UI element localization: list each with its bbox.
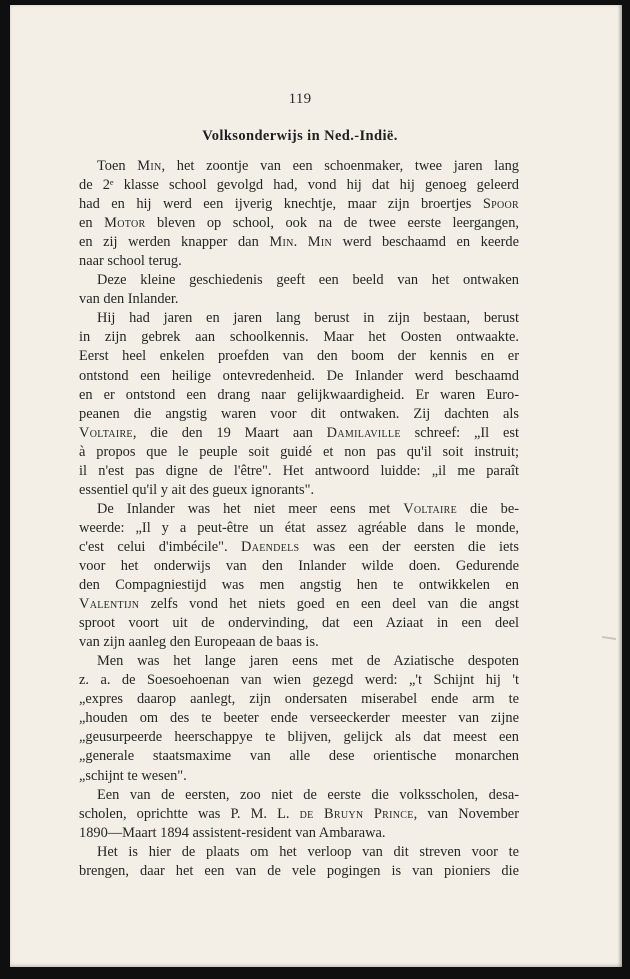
text-run: essentiel qu'il y ait des gueux ignorants". [79,481,315,498]
text-run: die be- [457,500,520,517]
text-run: de 2ᵉ klasse school gevolgd had, vond hij dat hij genoeg geleerd [79,177,519,194]
text-run: had en hij werd een ijverig knechtje, maar zijn broertjes [79,196,483,213]
text-line [79,595,519,614]
text-line [79,843,519,862]
text-line [79,195,519,214]
text-line [79,862,519,881]
name-smallcaps: Min [137,158,162,174]
text-line [79,233,519,252]
name-smallcaps: Min [307,234,333,251]
text-line [79,709,519,728]
text-run: . [293,234,308,251]
text-line [79,347,519,366]
text-line [79,367,519,386]
text-line [79,652,519,671]
text-run: in zijn gebrek aan schoolkennis. Maar het Oosten ontwaakte. [79,329,519,346]
text-line [79,519,519,538]
text-run: van den Inlander. [79,291,179,308]
text-run: „expres daarop aanlegt, zijn ondersaten miserabel ende arm te [79,691,519,708]
text-line [79,576,519,595]
text-line [79,671,519,690]
name-smallcaps: Motor [104,215,146,232]
text-line [79,443,519,462]
text-run: „schijnt te wesen". [79,767,187,784]
name-smallcaps: Spoor [482,196,519,213]
text-run: c'est celui d'imbécile". [79,538,242,555]
text-run: , die den 19 Maart aan [132,424,327,441]
text-line [79,386,519,405]
text-line [79,824,519,843]
text-run: schreef: „Il est [400,424,520,441]
text-line [79,633,519,652]
text-line [79,747,519,766]
text-line [79,805,519,824]
text-run: weerde: „Il y a peut-être un état assez agréable dans le monde, [79,519,519,536]
text-run: à propos que le peuple soit guidé et non pas qu'il soit instruit; [79,443,519,460]
text-run: Toen [97,158,138,174]
text-run: Men was het lange jaren eens met de Aziatische despoten [97,653,519,670]
margin-mark [602,636,616,640]
chapter-title: Volksonderwijs in Ned.-Indië. [202,128,398,144]
text-run: werd beschaamd en keerde [332,234,519,251]
name-smallcaps: Voltaire [79,424,133,441]
text-line [79,462,519,481]
name-smallcaps: Voltaire [403,500,458,517]
text-run: peanen die angstig waren voor dit ontwaken. Zij dachten als [79,405,519,422]
text-run: naar school terug. [79,253,182,270]
text-run: brengen, daar het een van de vele pogingen is van pioniers die [79,862,519,879]
text-run: De Inlander was het niet meer eens met [97,500,404,517]
text-line [79,271,519,290]
text-run: Een van de eersten, zoo niet de eerste die volksscholen, desa- [97,786,519,803]
text-run: van zijn aanleg den Europeaan de baas is. [79,634,319,651]
text-line [79,614,519,633]
text-line [79,157,519,176]
text-line [79,728,519,747]
text-line [79,405,519,424]
text-run: 1890—Maart 1894 assistent-resident van Ambarawa. [79,824,386,841]
text-line [79,424,519,443]
text-line [79,309,519,328]
text-line [79,214,519,233]
name-smallcaps: Min [269,234,294,251]
text-run: Eerst heel enkelen proefden van den boom der kennis en er [79,348,519,365]
text-line [79,690,519,709]
body-text [79,157,519,881]
text-run: en er ontstond een drang naar gelijkwaardigheid. Er waren Euro- [79,386,519,403]
book-page [10,5,622,967]
text-run: zelfs vond het niets goed en een deel van die angst [139,596,519,613]
text-line [79,538,519,557]
text-run: „generale staatsmaxime van alle dese orientische monarchen [79,748,519,765]
name-smallcaps: Valentijn [79,596,140,613]
text-run: Het is hier de plaats om het verloop van dit streven voor te [97,843,519,860]
text-line [79,557,519,576]
name-smallcaps: Damilaville [326,424,401,441]
text-run: bleven op school, ook na de twee eerste leergangen, [145,215,519,232]
text-run: en zij werden knapper dan [79,234,270,251]
text-run: en [79,215,105,232]
text-run: z. a. de Soesoehoenan van wien gezegd werd: „'t Schijnt hij 't [79,672,519,689]
text-line [79,328,519,347]
page-number: 119 [288,91,312,107]
text-run: „geusurpeerde heerschappye te blijven, gelijck als dat meest een [79,729,519,746]
text-run: voor het onderwijs van den Inlander wilde doen. Gedurende [79,557,519,574]
text-run: il n'est pas digne de l'être". Het antwoord luidde: „il me paraît [79,462,519,479]
text-run: den Compagniestijd was men angstig hen te ontwikkelen en [79,577,519,594]
text-run: „houden om des te beeter ende verseeckerder meester van zijne [79,710,519,727]
text-line [79,481,519,500]
text-line [79,252,519,271]
text-run: Hij had jaren en jaren lang berust in zijn bestaan, berust [97,310,519,327]
text-run: , van November [413,805,519,822]
name-smallcaps: de Bruyn Prince [299,805,414,822]
text-run: , het zoontje van een schoenmaker, twee jaren lang [161,158,519,174]
text-line [79,786,519,805]
name-smallcaps: Daendels [241,538,300,555]
text-run: ontstond een heilige ontevredenheid. De Inlander werd beschaamd [79,367,519,384]
text-run: sproot voort uit de ondervinding, dat een Aziaat in een deel [79,615,519,632]
text-run: Deze kleine geschiedenis geeft een beeld van het ontwaken [97,272,519,289]
text-line [79,767,519,786]
text-line [79,290,519,309]
text-run: scholen, oprichtte was P. M. L. [79,805,300,822]
text-run: was een der eersten die iets [299,538,520,555]
text-line [79,176,519,195]
text-line [79,500,519,519]
